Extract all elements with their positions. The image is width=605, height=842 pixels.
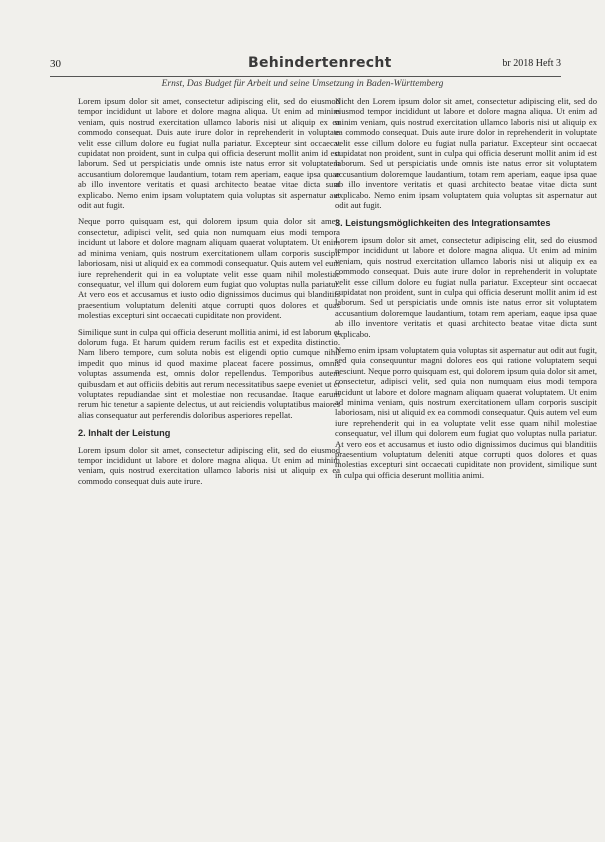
page-number: 30 — [50, 58, 61, 70]
body-paragraph: Similique sunt in culpa qui officia deserunt mollitia animi, id est laborum et dolorum fuga. Et harum quidem rerum facilis est et expedita distinctio. Nam libero tempore, cum soluta nobis est eligendi optio cumque nihil impedit quo minus id quod maxime placeat facere possimus, omnis voluptas assumenda est, omnis dolor repellendus. Temporibus autem quibusdam et aut officiis debitis aut rerum necessitatibus saepe eveniet ut et voluptates repudiandae sint et molestiae non recusandae. Itaque earum rerum hic tenetur a sapiente delectus, ut aut reiciendis voluptatibus maiores alias consequatur aut perferendis doloribus asperiores repellat. — [78, 326, 340, 420]
journal-title: Behindertenrecht — [248, 55, 392, 71]
body-paragraph: Lorem ipsum dolor sit amet, consectetur adipiscing elit, sed do eiusmod tempor incididunt ut labore et dolore magna aliqua. Ut enim ad minim veniam, quis nostrud exercitation ullamco laboris nisi ut aliquip ex ea commodo consequat. Duis aute irure dolor in reprehenderit in voluptate velit esse cillum dolore eu fugiat nulla pariatur. Excepteur sint occaecat cupidatat non proident, sunt in culpa qui officia deserunt mollit anim id est laborum. Sed ut perspiciatis unde omnis iste natus error sit voluptatem accusantium doloremque laudantium, totam rem aperiam, eaque ipsa quae ab illo inventore veritatis et quasi architecto beatae vitae dicta sunt explicabo. Nemo enim ipsam voluptatem quia voluptas sit aspernatur aut odit aut fugit. — [78, 96, 340, 211]
body-paragraph: Neque porro quisquam est, qui dolorem ipsum quia dolor sit amet, consectetur, adipisci velit, sed quia non numquam eius modi tempora incidunt ut labore et dolore magnam aliquam quaerat voluptatem. Ut enim ad minima veniam, quis nostrum exercitationem ullam corporis suscipit laboriosam, nisi ut aliquid ex ea commodi consequatur. Quis autem vel eum iure reprehenderit qui in ea voluptate velit esse quam nihil molestiae consequatur, vel illum qui dolorem eum fugiat quo voluptas nulla pariatur. At vero eos et accusamus et iusto odio dignissimos ducimus qui blanditiis praesentium voluptatum deleniti atque corrupti quos dolores et quas molestias excepturi sint occaecati cupiditate non provident. — [78, 216, 340, 321]
section-heading: 2. Inhalt der Leistung — [78, 428, 171, 439]
body-paragraph: Nicht den Lorem ipsum dolor sit amet, consectetur adipiscing elit, sed do eiusmod tempor incididunt ut labore et dolore magna aliqua. Ut enim ad minim veniam, quis nostrud exercitation ullamco laboris nisi ut aliquip ex ea commodo consequat. Duis aute irure dolor in reprehenderit in voluptate velit esse cillum dolore eu fugiat nulla pariatur. Excepteur sint occaecat cupidatat non proident, sunt in culpa qui officia deserunt mollit anim id est laborum. Sed ut perspiciatis unde omnis iste natus error sit voluptatem accusantium doloremque laudantium, totam rem aperiam, eaque ipsa quae ab illo inventore veritatis et quasi architecto beatae vitae dicta sunt explicabo. Nemo enim ipsam voluptatem quia voluptas sit aspernatur aut odit aut fugit. — [335, 96, 597, 211]
running-header — [50, 55, 561, 72]
issue-label: br 2018 Heft 3 — [502, 58, 561, 69]
body-paragraph: Lorem ipsum dolor sit amet, consectetur adipiscing elit, sed do eiusmod tempor incididunt ut labore et dolore magna aliqua. Ut enim ad minim veniam, quis nostrud exercitation ullamco laboris nisi ut aliquip ex ea commodo consequat. Duis aute irure dolor in reprehenderit in voluptate velit esse cillum dolore eu fugiat nulla pariatur. Excepteur sint occaecat cupidatat non proident, sunt in culpa qui officia deserunt mollit anim id est laborum. Sed ut perspiciatis unde omnis iste natus error sit voluptatem accusantium doloremque laudantium, totam rem aperiam, eaque ipsa quae ab illo inventore veritatis et quasi architecto beatae vitae dicta sunt explicabo. — [335, 234, 597, 339]
left-column — [78, 96, 340, 492]
right-column — [335, 96, 597, 486]
header-rule — [50, 76, 561, 77]
body-paragraph: Nemo enim ipsam voluptatem quia voluptas sit aspernatur aut odit aut fugit, sed quia consequuntur magni dolores eos qui ratione voluptatem sequi nesciunt. Neque porro quisquam est, qui dolorem ipsum quia dolor sit amet, consectetur, adipisci velit, sed quia non numquam eius modi tempora incidunt ut labore et dolore magnam aliquam quaerat voluptatem. Ut enim ad minima veniam, quis nostrum exercitationem ullam corporis suscipit laboriosam, nisi ut aliquid ex ea commodi consequatur. Quis autem vel eum iure reprehenderit qui in ea voluptate velit esse quam nihil molestiae consequatur, vel illum qui dolorem eum fugiat quo voluptas nulla pariatur. At vero eos et accusamus et iusto odio dignissimos ducimus qui blanditiis praesentium voluptatum deleniti atque corrupti quos dolores et quas molestias excepturi sint occaecati cupiditate non provident, similique sunt in culpa qui officia deserunt mollitia animi. — [335, 344, 597, 480]
article-subtitle: Ernst, Das Budget für Arbeit und seine Umsetzung in Baden-Württemberg — [161, 79, 444, 89]
body-paragraph: Lorem ipsum dolor sit amet, consectetur adipiscing elit, sed do eiusmod tempor incididunt ut labore et dolore magna aliqua. Ut enim ad minim veniam, quis nostrud exercitation ullamco laboris nisi ut aliquip ex ea commodo consequat duis aute irure. — [78, 444, 340, 486]
section-heading: 3. Leistungsmöglichkeiten des Integrationsamtes — [335, 218, 551, 229]
